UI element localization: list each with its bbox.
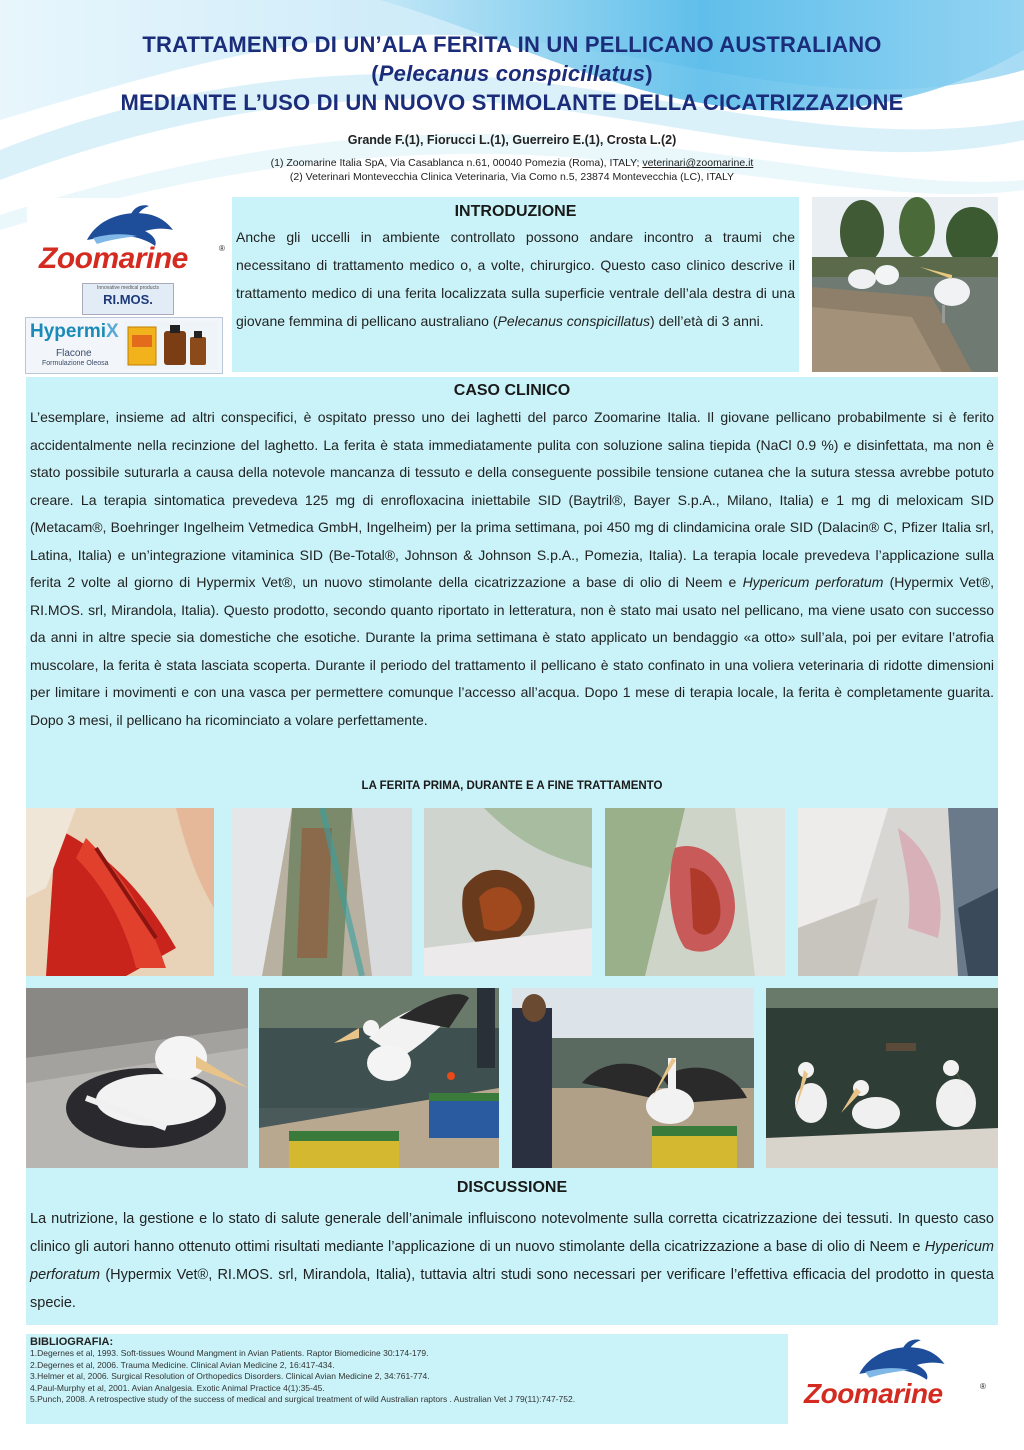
hypermix-logo	[25, 317, 223, 374]
zoomarine-logo-bottom	[800, 1334, 998, 1424]
zoomarine-logo-top	[27, 198, 227, 284]
bib-item: 1.Degernes et al, 1993. Soft-tissues Wound Mangment in Avian Patients. Raptor Biomedicine 30:174-179.	[30, 1348, 429, 1358]
case-text: L’esemplare, insieme ad altri conspecifici, è ospitato presso uno dei laghetti del parco Zoomarine Italia. Il giovane pellicano probabilmente si è ferito accidentalmente nella recinzione del laghetto. La ferita è stata immediatamente pulita con soluzione salina tiepida (NaCl 0.9 %) e disinfettata, ma non è stato possibile suturarla a causa della notevole mancanza di tessuto e della conseguente possibile tensione cutanea che la sutura stessa avrebbe potuto creare. La terapia sintomatica prevedeva 125 mg di enrofloxacina iniettabile SID (Baytril®, Bayer S.p.A., Milano, Italia) e 1 mg di meloxicam SID (Metacam®, Boehringer Ingelheim Vetmedica GmbH, Ingelheim) per la prima settimana, poi 450 mg di clindamicina orale SID (Dalacin® C, Pfizer Italia srl, Latina, Italia) e un’integrazione vitaminica SID (Be-Total®, Johnson & Johnson S.p.A., Pomezia, Italia). La terapia locale prevedeva l’applicazione sulla ferita 2 volte al giorno di Hypermix Vet®, un nuovo stimolante della cicatrizzazione a base di olio di Neem e Hypericum perforatum (Hypermix Vet®, RI.MOS. srl, Mirandola, Italia). Questo prodotto, secondo quanto riportato in letteratura, non è stato mai usato nel pellicano, ma viene usato con successo da anni in altre specie sia domestiche che esotiche. Durante la prima settimana è stato applicato un bendaggio «a otto» sull’ala, poi per evitare l’atrofia muscolare, la ferita è stata lasciata scoperta. Durante il periodo del trattamento il pellicano è stato confinato in una voliera veterinaria di ridotte dimensioni per limitare i movimenti e con una vasca per permettere comunque l’accesso all’acqua. Dopo 1 mese di terapia locale, la ferita è completamente guarita. Dopo 3 mesi, il pellicano ha ricominciato a volare perfettamente.	[30, 409, 995, 728]
affiliations	[0, 156, 1024, 184]
pelican-resting-photo	[26, 988, 248, 1168]
poster-title	[40, 30, 984, 117]
affiliation-1: (1) Zoomarine Italia SpA, Via Casablanca n.61, 00040 Pomezia (Roma), ITALY; veterinari@zoomarine.it	[270, 157, 754, 169]
dolphin-icon	[800, 1334, 998, 1384]
title-line-3: MEDIANTE L’USO DI UN NUOVO STIMOLANTE DELLA CICATRIZZAZIONE	[120, 90, 904, 115]
wound-photo-2	[232, 808, 412, 976]
bib-item: 4.Paul-Murphy et al, 2001. Avian Analgesia. Exotic Animal Practice 4(1):35-45.	[30, 1382, 325, 1393]
bib-item: 2.Degernes et al, 2006. Trauma Medicine. Clinical Avian Medicine 2, 16:417-434.	[30, 1359, 335, 1370]
intro-panel	[232, 197, 799, 372]
intro-text: Anche gli uccelli in ambiente controllato possono andare incontro a traumi che necessitano di trattamento medico o, a volte, chirurgico. Questo caso clinico descrive il trattamento medico di una ferita localizzata sulla superficie ventrale dell’ala destra di una giovane femmina di pellicano australiano (Pelecanus conspicillatus) dell’età di 3 anni.	[236, 229, 795, 329]
bib-item: 5.Punch, 2008. A retrospective study of the success of medical and surgical treatment of wild Australian raptors . Australian Vet J 79(11):747-752.	[30, 1394, 576, 1404]
wound-photo-4	[605, 808, 785, 976]
wound-photo-5	[798, 808, 998, 976]
email-link[interactable]: veterinari@zoomarine.it	[642, 157, 754, 169]
pelicans-in-pond-photo	[766, 988, 998, 1168]
pelican-with-keeper-photo	[512, 988, 754, 1168]
bibliography-heading: BIBLIOGRAFIA:	[30, 1336, 114, 1348]
hypermix-wordmark: HypermiX	[30, 321, 119, 342]
hypermix-product-image	[124, 321, 218, 369]
title-line-1: TRATTAMENTO DI UN’ALA FERITA IN UN PELLICANO AUSTRALIANO	[142, 32, 882, 57]
affiliation-2: (2) Veterinari Montevecchia Clinica Veterinaria, Via Como n.5, 23874 Montevecchia (LC), ITALY	[289, 171, 735, 183]
registered-mark: ®	[219, 244, 225, 253]
bib-item: 3.Helmer et al, 2006. Surgical Resolution of Orthopedics Disorders. Clinical Avian Medicine 2, 34:761-774.	[30, 1371, 430, 1381]
zoomarine-wordmark: Zoomarine	[804, 1378, 943, 1409]
wound-photo-3	[424, 808, 592, 976]
pelican-flapping-photo	[259, 988, 499, 1168]
registered-mark: ®	[980, 1382, 986, 1391]
hypermix-flacone: Flacone	[56, 348, 92, 359]
discussion-heading: DISCUSSIONE	[456, 1179, 568, 1196]
hypermix-formulazione: Formulazione Oleosa	[42, 360, 109, 367]
case-heading: CASO CLINICO	[453, 382, 571, 399]
discussion-text: La nutrizione, la gestione e lo stato di salute generale dell’animale influiscono notevolmente sulla corretta cicatrizzazione dei tessuti. In questo caso clinico gli autori hanno ottenuto ottimi risultati mediante l’applicazione di un nuovo stimolante della cicatrizzazione a base di olio di Neem e Hypericum perforatum (Hypermix Vet®, RI.MOS. srl, Mirandola, Italia), tuttavia altri studi sono necessari per verificare l’effettiva efficacia del prodotto in questa specie.	[30, 1211, 994, 1311]
bibliography-panel	[26, 1334, 788, 1424]
rimos-wordmark: RI.MOS.	[103, 292, 153, 307]
discussion-panel	[26, 1197, 998, 1325]
gallery-caption: LA FERITA PRIMA, DURANTE E A FINE TRATTAMENTO	[361, 780, 663, 792]
rimos-logo	[82, 283, 174, 315]
wound-photo-1	[26, 808, 214, 976]
title-line-2: (Pelecanus conspicillatus)	[371, 61, 653, 86]
intro-heading: INTRODUZIONE	[454, 203, 577, 220]
pelicans-on-rocks-photo	[812, 197, 998, 372]
authors: Grande F.(1), Fiorucci L.(1), Guerreiro E.(1), Crosta L.(2)	[347, 133, 677, 147]
title-species: Pelecanus conspicillatus	[378, 61, 646, 86]
rimos-tagline: Innovative medical products	[97, 285, 159, 291]
zoomarine-wordmark: Zoomarine	[39, 242, 188, 275]
